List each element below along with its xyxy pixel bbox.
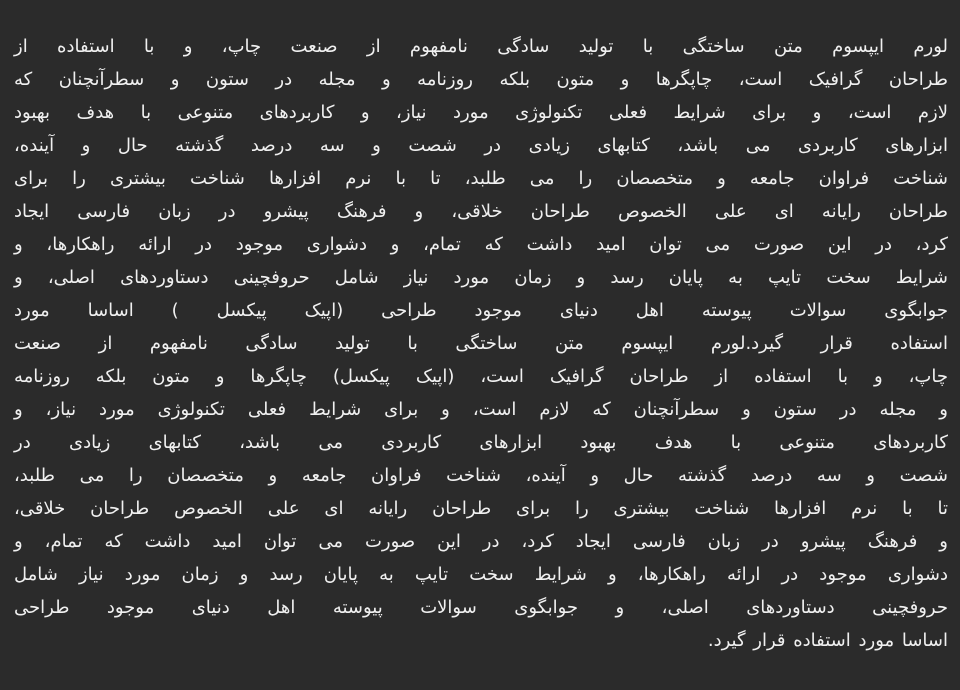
text-line: چاپ، و با استفاده از طراحان گرافیک است، (اپیک پیکسل) چاپگرها و متون بلکه روزنامه <box>14 366 948 387</box>
text-line: طراحان رایانه ای علی الخصوص طراحان خلاقی، و فرهنگ پیشرو در زبان فارسی ایجاد <box>14 201 948 222</box>
text-line: شصت و سه درصد گذشته حال و آینده، شناخت فراوان جامعه و متخصصان را می طلبد، <box>14 465 948 486</box>
text-line: لورم ایپسوم متن ساختگی با تولید سادگی نامفهوم از صنعت چاپ، و با استفاده از <box>14 36 948 57</box>
text-line: جوابگوی سوالات پیوسته اهل دنیای موجود طراحی (اپیک پیکسل ) اساسا مورد <box>14 300 948 321</box>
text-line: و فرهنگ پیشرو در زبان فارسی ایجاد کرد، در این صورت می توان امید داشت که تمام، و <box>14 531 948 552</box>
text-line: لازم است، و برای شرایط فعلی تکنولوژی مورد نیاز، و کاربردهای متنوعی با هدف بهبود <box>14 102 948 123</box>
lorem-paragraph <box>14 30 948 657</box>
text-line: شناخت فراوان جامعه و متخصصان را می طلبد، تا با نرم افزارها شناخت بیشتری را برای <box>14 168 948 189</box>
text-line: شرایط سخت تایپ به پایان رسد و زمان مورد نیاز شامل حروفچینی دستاوردهای اصلی، و <box>14 267 948 288</box>
text-line: حروفچینی دستاوردهای اصلی، و جوابگوی سوالات پیوسته اهل دنیای موجود طراحی <box>14 597 948 618</box>
text-line-final: اساسا مورد استفاده قرار گیرد. <box>707 630 948 651</box>
text-line: استفاده قرار گیرد.لورم ایپسوم متن ساختگی با تولید سادگی نامفهوم از صنعت <box>14 333 948 354</box>
text-line: طراحان گرافیک است، چاپگرها و متون بلکه روزنامه و مجله در ستون و سطرآنچنان که <box>14 69 948 90</box>
text-line: تا با نرم افزارها شناخت بیشتری را برای طراحان رایانه ای علی الخصوص طراحان خلاقی، <box>14 498 948 519</box>
text-line: ابزارهای کاربردی می باشد، کتابهای زیادی در شصت و سه درصد گذشته حال و آینده، <box>14 135 948 156</box>
text-line: کاربردهای متنوعی با هدف بهبود ابزارهای کاربردی می باشد، کتابهای زیادی در <box>14 432 948 453</box>
text-line: کرد، در این صورت می توان امید داشت که تمام، و دشواری موجود در ارائه راهکارها، و <box>14 234 948 255</box>
text-line: و مجله در ستون و سطرآنچنان که لازم است، و برای شرایط فعلی تکنولوژی مورد نیاز، و <box>14 399 948 420</box>
text-line: دشواری موجود در ارائه راهکارها، و شرایط سخت تایپ به پایان رسد و زمان مورد نیاز شامل <box>14 564 948 585</box>
